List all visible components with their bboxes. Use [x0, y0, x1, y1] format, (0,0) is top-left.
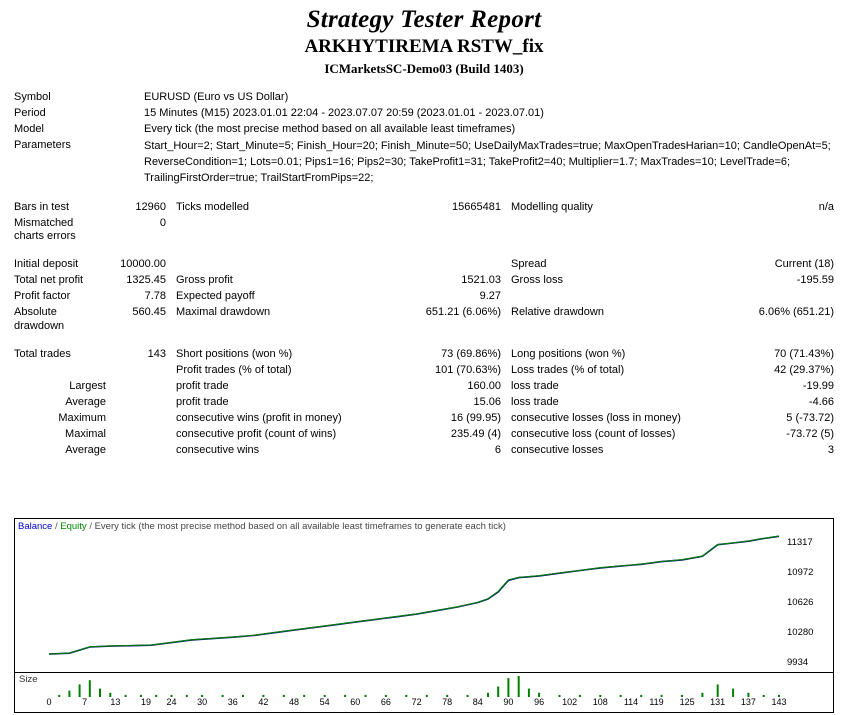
row-profit-trades: [14, 362, 834, 378]
largest-loss-value: -19.99: [802, 379, 834, 392]
maximal-cons-loss-value: -73.72 (5): [786, 427, 834, 440]
maximal-cons-profit-label: consecutive profit (count of wins): [176, 427, 337, 440]
total-trades-value: 143: [147, 347, 166, 360]
average-profit-value: 15.06: [473, 395, 501, 408]
largest-profit-value: 160.00: [467, 379, 501, 392]
parameters-value: Start_Hour=2; Start_Minute=5; Finish_Hour=20; Finish_Minute=50; UseDailyMaxTrades=true; MaxOpenTradesHarian=10; CandleOpenAt=5; ReverseCondition=1; Lots=0.01; Pips1=16; Pips2=30; TakeProfit1=31; TakeProfit2=40; Multiplier=1.7; MaxTrades=10; LevelTrade=6; TrailingFirstOrder=true; TrailStartFromPips=22;: [144, 139, 831, 184]
average2-label: Average: [65, 443, 106, 456]
x-label-9: 54: [319, 697, 330, 707]
stats-table: [14, 199, 834, 458]
row-mismatched: [14, 215, 834, 247]
period-label: Period: [14, 106, 46, 119]
maximal-drawdown-value: 651.21 (6.06%): [425, 306, 501, 318]
balance-equity-chart: [14, 518, 834, 673]
y-label-1: 10972: [787, 567, 814, 578]
x-label-2: 13: [110, 697, 121, 707]
parameters-label: Parameters: [14, 138, 71, 151]
info-row-period: [14, 105, 834, 121]
avg-cons-wins-value: 6: [494, 443, 501, 456]
expected-payoff-label: Expected payoff: [176, 290, 255, 302]
spread-label: Spread: [511, 258, 547, 270]
average-loss-label: loss trade: [511, 395, 559, 408]
size-label: Size: [19, 674, 38, 685]
max-cons-losses-label: consecutive losses (loss in money): [511, 411, 681, 424]
legend-equity: Equity: [60, 521, 87, 532]
initial-deposit-label: Initial deposit: [14, 258, 79, 270]
x-label-7: 42: [258, 697, 269, 707]
long-positions-label: Long positions (won %): [511, 347, 626, 360]
row-largest: [14, 378, 834, 394]
max-cons-wins-label: consecutive wins (profit in money): [176, 411, 342, 424]
x-label-23: 137: [740, 697, 756, 707]
row-bars-in-test: [14, 199, 834, 215]
maximal-label: Maximal: [65, 427, 106, 440]
long-positions-value: 70 (71.43%): [774, 347, 834, 360]
x-label-24: 143: [771, 697, 787, 707]
x-label-14: 84: [472, 697, 483, 707]
equity-curve-svg: [15, 519, 785, 672]
absolute-drawdown-label: Absolute drawdown: [14, 306, 65, 332]
model-label: Model: [14, 122, 44, 135]
row-initial-deposit: [14, 256, 834, 272]
maximal-drawdown-label: Maximal drawdown: [176, 306, 271, 318]
x-label-19: 114: [623, 697, 639, 707]
legend-separator-2: /: [89, 521, 92, 532]
size-bars-svg: [15, 673, 785, 697]
average-label: Average: [65, 395, 106, 408]
legend-description: Every tick (the most precise method based on all available least timeframes to generate each tick): [94, 521, 506, 532]
maximal-cons-profit-value: 235.49 (4): [450, 427, 501, 440]
row-profit-factor: [14, 288, 834, 304]
relative-drawdown-label: Relative drawdown: [511, 306, 604, 318]
row-average-consecutive: [14, 442, 834, 458]
trade-size-panel: [14, 673, 834, 713]
page-title: Strategy Tester Report: [306, 6, 542, 33]
y-label-0: 11317: [787, 537, 813, 548]
gross-profit-value: 1521.03: [461, 274, 501, 286]
mismatched-value: 0: [159, 216, 166, 229]
symbol-value: EURUSD (Euro vs US Dollar): [144, 90, 289, 103]
max-cons-wins-value: 16 (99.95): [450, 411, 501, 424]
max-cons-losses-value: 5 (-73.72): [786, 411, 834, 424]
expected-payoff-value: 9.27: [479, 290, 501, 302]
x-label-15: 90: [503, 697, 514, 707]
x-label-11: 66: [380, 697, 391, 707]
x-label-20: 119: [649, 697, 664, 707]
legend-separator-1: /: [54, 521, 58, 532]
ticks-modelled-value: 15665481: [452, 200, 501, 213]
gross-profit-label: Gross profit: [176, 274, 233, 286]
average-profit-label: profit trade: [176, 395, 229, 408]
avg-cons-wins-label: consecutive wins: [176, 443, 260, 456]
short-positions-value: 73 (69.86%): [441, 347, 501, 360]
chart-y-axis: [785, 519, 833, 672]
largest-loss-label: loss trade: [511, 379, 559, 392]
total-net-profit-label: Total net profit: [14, 274, 84, 286]
loss-trades-value: 42 (29.37%): [774, 363, 834, 376]
initial-deposit-value: 10000.00: [120, 258, 166, 270]
info-row-model: [14, 121, 834, 137]
x-label-3: 19: [140, 697, 152, 707]
y-label-4: 9934: [787, 657, 809, 668]
x-label-21: 125: [679, 697, 695, 707]
row-total-trades: [14, 346, 834, 362]
y-label-2: 10626: [787, 597, 814, 608]
x-label-5: 30: [197, 697, 208, 707]
spread-value: Current (18): [774, 258, 834, 270]
x-label-8: 48: [288, 697, 300, 707]
modelling-quality-label: Modelling quality: [511, 200, 593, 213]
avg-cons-losses-label: consecutive losses: [511, 443, 604, 456]
largest-profit-label: profit trade: [176, 379, 229, 392]
ticks-modelled-label: Ticks modelled: [176, 200, 249, 213]
x-label-12: 72: [411, 697, 422, 707]
period-value: 15 Minutes (M15) 2023.01.01 22:04 - 2023.07.07 20:59 (2023.01.01 - 2023.07.01): [144, 106, 544, 119]
profit-trades-label: Profit trades (% of total): [176, 363, 292, 376]
bars-in-test-value: 12960: [135, 200, 166, 213]
info-table: [14, 89, 834, 189]
symbol-label: Symbol: [14, 90, 51, 103]
x-label-6: 36: [227, 697, 238, 707]
report-subtitle: ARKHYTIREMA RSTW_fix: [304, 35, 544, 57]
x-label-18: 108: [592, 697, 608, 707]
y-label-3: 10280: [787, 627, 814, 638]
average-loss-value: -4.66: [808, 395, 834, 408]
x-label-22: 131: [710, 697, 726, 707]
row-total-net-profit: [14, 272, 834, 288]
profit-trades-value: 101 (70.63%): [434, 363, 501, 376]
maximum-label: Maximum: [58, 411, 106, 424]
report-page: [0, 6, 848, 715]
row-average: [14, 394, 834, 410]
modelling-quality-value: n/a: [818, 200, 834, 213]
x-label-0: 0: [46, 697, 52, 707]
total-net-profit-value: 1325.45: [126, 274, 166, 286]
x-label-13: 78: [442, 697, 453, 707]
spacer-row-1: [14, 246, 834, 256]
broker-build: ICMarketsSC-Demo03 (Build 1403): [324, 61, 524, 77]
x-label-1: 7: [82, 697, 88, 707]
x-label-4: 24: [166, 697, 177, 707]
row-maximum: [14, 410, 834, 426]
gross-loss-label: Gross loss: [511, 274, 563, 286]
total-trades-label: Total trades: [14, 347, 71, 360]
info-row-symbol: [14, 89, 834, 105]
absolute-drawdown-value: 560.45: [132, 306, 166, 318]
loss-trades-label: Loss trades (% of total): [511, 363, 625, 376]
spacer-row-2: [14, 336, 834, 346]
gross-loss-value: -195.59: [796, 274, 834, 286]
info-row-parameters: [14, 137, 834, 189]
x-label-16: 96: [534, 697, 545, 707]
maximal-cons-loss-label: consecutive loss (count of losses): [511, 427, 676, 440]
legend-balance: Balance: [18, 521, 53, 532]
x-label-17: 102: [562, 697, 578, 707]
profit-factor-label: Profit factor: [14, 290, 71, 302]
short-positions-label: Short positions (won %): [176, 347, 293, 360]
bars-in-test-label: Bars in test: [14, 200, 70, 213]
model-value: Every tick (the most precise method based on all available least timeframes): [144, 122, 516, 135]
mismatched-label: Mismatched charts errors: [14, 216, 76, 243]
relative-drawdown-value: 6.06% (651.21): [758, 306, 834, 318]
row-maximal: [14, 426, 834, 442]
profit-factor-value: 7.78: [144, 290, 166, 302]
largest-label: Largest: [69, 379, 106, 392]
avg-cons-losses-value: 3: [827, 443, 834, 456]
row-absolute-drawdown: [14, 304, 834, 336]
x-label-10: 60: [350, 697, 361, 707]
